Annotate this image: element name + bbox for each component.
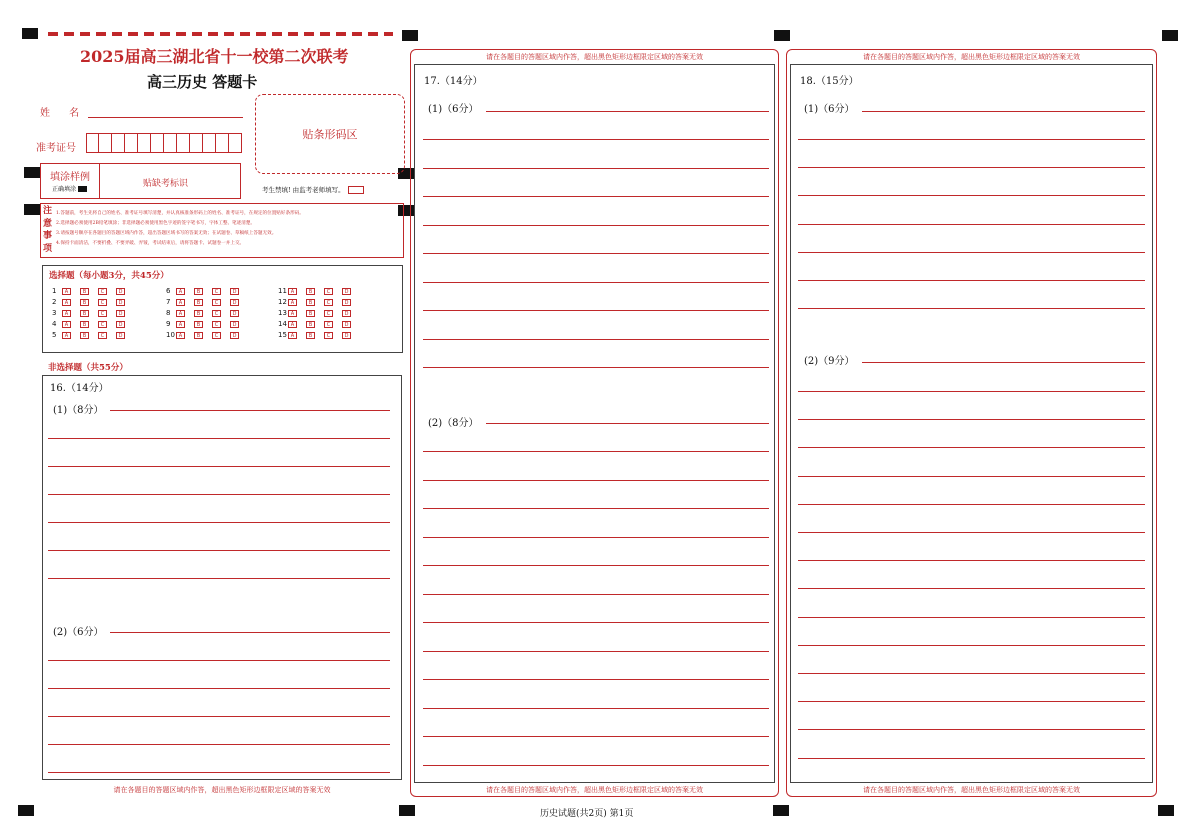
answer-line[interactable] (48, 716, 390, 717)
mcq-question-number: 12 (278, 298, 287, 306)
answer-line[interactable] (798, 758, 1145, 759)
page-footer: 历史试题(共2页) 第1页 (540, 809, 634, 819)
dashed-rule (48, 32, 393, 36)
mcq-option-bubble[interactable]: A (62, 321, 71, 328)
mcq-option-bubble[interactable]: A (62, 332, 71, 339)
mcq-title: 选择题（每小题3分，共45分） (49, 271, 169, 281)
registration-mark-bl (18, 805, 34, 816)
mcq-option-bubble[interactable]: B (80, 299, 89, 306)
answer-line[interactable] (423, 282, 769, 283)
mcq-option-bubble[interactable]: B (306, 310, 315, 317)
answer-line[interactable] (423, 594, 769, 595)
mcq-option-bubble[interactable]: D (342, 321, 351, 328)
mcq-option-bubble[interactable]: C (324, 310, 333, 317)
answer-line[interactable] (486, 111, 769, 112)
notes-title: 注 意 事 项 (43, 206, 53, 254)
registration-mark-tr (1162, 30, 1178, 41)
mcq-question-number: 3 (52, 309, 57, 317)
answer-line[interactable] (423, 622, 769, 623)
answer-line[interactable] (486, 423, 769, 424)
warning-text-right-top: 请在各题目的答题区域内作答，超出黑色矩形边框限定区域的答案无效 (863, 53, 1080, 61)
fill-example-label: 填涂样例 (50, 172, 90, 183)
mcq-option-bubble[interactable]: D (116, 321, 125, 328)
mcq-question-number: 5 (52, 331, 57, 339)
q17-part2-label: (2)（8分） (428, 418, 479, 429)
answer-line[interactable] (798, 560, 1145, 561)
answer-line[interactable] (110, 632, 390, 633)
answer-line[interactable] (423, 736, 769, 737)
mcq-question-number: 6 (166, 287, 171, 295)
answer-line[interactable] (48, 660, 390, 661)
mcq-question-number: 9 (166, 320, 171, 328)
mcq-option-bubble[interactable]: C (324, 288, 333, 295)
exam-title: 2025届高三湖北省十一校第二次联考 (80, 47, 349, 66)
mcq-option-bubble[interactable]: D (230, 332, 239, 339)
correct-fill-label: 正确填涂 (52, 184, 87, 193)
mcq-option-bubble[interactable]: C (212, 321, 221, 328)
mcq-option-bubble[interactable]: D (230, 288, 239, 295)
answer-line[interactable] (798, 252, 1145, 253)
answer-line[interactable] (798, 504, 1145, 505)
answer-line[interactable] (48, 466, 390, 467)
answer-line[interactable] (48, 578, 390, 579)
answer-line[interactable] (798, 308, 1145, 309)
mcq-option-bubble[interactable]: B (306, 299, 315, 306)
answer-line[interactable] (423, 565, 769, 566)
mcq-option-bubble[interactable]: D (342, 332, 351, 339)
absent-note: 考生禁填! 由监考老师填写。 (262, 185, 364, 194)
answer-line[interactable] (798, 280, 1145, 281)
warning-text-right-bottom: 请在各题目的答题区域内作答，超出黑色矩形边框限定区域的答案无效 (863, 786, 1080, 794)
mcq-question-number: 1 (52, 287, 57, 295)
mcq-question-number: 7 (166, 298, 171, 306)
answer-line[interactable] (423, 451, 769, 452)
answer-line[interactable] (423, 310, 769, 311)
mcq-option-bubble[interactable]: A (288, 310, 297, 317)
mcq-question-number: 14 (278, 320, 287, 328)
mcq-option-bubble[interactable]: A (288, 321, 297, 328)
q18-answer-box (790, 64, 1153, 783)
answer-line[interactable] (798, 391, 1145, 392)
registration-mark-bm2 (773, 805, 789, 816)
answer-line[interactable] (423, 537, 769, 538)
absent-label: 贴缺考标识 (143, 179, 189, 189)
q16-part1-label: (1)（8分） (53, 405, 104, 416)
barcode-area (255, 94, 405, 174)
mcq-option-bubble[interactable]: B (80, 321, 89, 328)
mcq-option-bubble[interactable]: B (194, 321, 203, 328)
mcq-option-bubble[interactable]: B (306, 288, 315, 295)
registration-mark-l1 (24, 167, 40, 178)
answer-line[interactable] (798, 419, 1145, 420)
mcq-option-bubble[interactable]: C (98, 288, 107, 295)
answer-line[interactable] (48, 550, 390, 551)
mcq-option-bubble[interactable]: D (342, 288, 351, 295)
mcq-option-bubble[interactable]: C (324, 332, 333, 339)
mcq-option-bubble[interactable]: A (62, 310, 71, 317)
mcq-option-bubble[interactable]: D (116, 332, 125, 339)
answer-line[interactable] (48, 688, 390, 689)
id-boxes[interactable] (86, 133, 242, 153)
registration-mark-bm (399, 805, 415, 816)
note-item: 3.请按题号顺序在各题目的答题区域内作答，超出答题区域书写的答案无效；在试题卷、草稿纸上答题无效。 (56, 231, 277, 236)
answer-line[interactable] (798, 224, 1145, 225)
mcq-question-number: 13 (278, 309, 287, 317)
answer-line[interactable] (48, 522, 390, 523)
mcq-option-bubble[interactable]: D (116, 288, 125, 295)
answer-line[interactable] (423, 253, 769, 254)
mcq-option-bubble[interactable]: A (176, 332, 185, 339)
answer-line[interactable] (862, 111, 1145, 112)
answer-line[interactable] (423, 196, 769, 197)
absent-fill-box[interactable] (348, 186, 364, 194)
mcq-option-bubble[interactable]: A (62, 288, 71, 295)
mcq-option-bubble[interactable]: A (176, 310, 185, 317)
answer-line[interactable] (423, 480, 769, 481)
mcq-option-bubble[interactable]: C (212, 310, 221, 317)
mcq-option-bubble[interactable]: D (342, 299, 351, 306)
mcq-option-bubble[interactable]: B (306, 332, 315, 339)
name-label: 姓 名 (40, 108, 80, 119)
mcq-option-bubble[interactable]: D (116, 299, 125, 306)
answer-line[interactable] (798, 673, 1145, 674)
registration-mark-br (1158, 805, 1174, 816)
notes-list (56, 209, 401, 249)
answer-line[interactable] (798, 139, 1145, 140)
note-item: 4.保持卡面清洁，不要折叠、不要弄破、弄皱，考试结束后，请将答题卡、试题卷一并上交。 (56, 241, 245, 246)
name-field[interactable] (88, 117, 243, 118)
registration-mark-tl (22, 28, 38, 39)
mcq-option-bubble[interactable]: A (62, 299, 71, 306)
divider (99, 163, 100, 199)
q16-part2-label: (2)（6分） (53, 627, 104, 638)
mcq-option-bubble[interactable]: B (80, 310, 89, 317)
answer-line[interactable] (423, 508, 769, 509)
answer-line[interactable] (798, 476, 1145, 477)
filled-bubble-icon (78, 186, 87, 192)
mcq-option-bubble[interactable]: C (98, 321, 107, 328)
mcq-option-bubble[interactable]: A (176, 299, 185, 306)
answer-line[interactable] (798, 167, 1145, 168)
mcq-option-bubble[interactable]: C (98, 310, 107, 317)
mcq-question-number: 2 (52, 298, 57, 306)
mcq-option-bubble[interactable]: C (212, 299, 221, 306)
mcq-option-bubble[interactable]: C (324, 321, 333, 328)
note-item: 1.答题前，考生先将自己的姓名、准考证号填写清楚，并认真核准条形码上的姓名、准考证号，在规定的位置贴好条形码。 (56, 211, 304, 216)
mcq-option-bubble[interactable]: B (80, 288, 89, 295)
mcq-option-bubble[interactable]: A (288, 299, 297, 306)
mcq-option-bubble[interactable]: B (80, 332, 89, 339)
mcq-option-bubble[interactable]: D (230, 299, 239, 306)
answer-line[interactable] (48, 494, 390, 495)
barcode-label: 贴条形码区 (302, 128, 358, 141)
q17-title: 17.（14分） (424, 76, 483, 87)
answer-line[interactable] (423, 679, 769, 680)
mcq-option-bubble[interactable]: C (324, 299, 333, 306)
mcq-question-number: 10 (166, 331, 175, 339)
mcq-option-bubble[interactable]: B (306, 321, 315, 328)
answer-line[interactable] (423, 139, 769, 140)
mcq-option-bubble[interactable]: B (194, 299, 203, 306)
mcq-question-number: 11 (278, 287, 287, 295)
answer-line[interactable] (423, 367, 769, 368)
mcq-option-bubble[interactable]: A (176, 288, 185, 295)
card-title: 高三历史 答题卡 (147, 73, 258, 91)
mcq-option-bubble[interactable]: C (212, 288, 221, 295)
q18-part2-label: (2)（9分） (804, 356, 855, 367)
mcq-option-bubble[interactable]: B (194, 310, 203, 317)
mcq-question-number: 15 (278, 331, 287, 339)
mcq-option-bubble[interactable]: D (116, 310, 125, 317)
answer-line[interactable] (798, 617, 1145, 618)
answer-line[interactable] (798, 195, 1145, 196)
note-item: 2.选择题必须使用2B铅笔填涂；非选择题必须使用黑色字迹的签字笔书写，字体工整、笔迹清楚。 (56, 221, 256, 226)
mcq-option-bubble[interactable]: D (230, 310, 239, 317)
answer-line[interactable] (110, 410, 390, 411)
answer-line[interactable] (423, 708, 769, 709)
mcq-option-bubble[interactable]: B (194, 332, 203, 339)
q18-title: 18.（15分） (800, 76, 859, 87)
answer-line[interactable] (798, 701, 1145, 702)
answer-line[interactable] (48, 744, 390, 745)
registration-mark-l2 (24, 204, 40, 215)
answer-line[interactable] (798, 645, 1145, 646)
q17-part1-label: (1)（6分） (428, 104, 479, 115)
mcq-question-number: 8 (166, 309, 171, 317)
answer-line[interactable] (48, 438, 390, 439)
answer-line[interactable] (798, 447, 1145, 448)
non-mcq-title: 非选择题（共55分） (48, 363, 128, 373)
mcq-option-bubble[interactable]: A (176, 321, 185, 328)
answer-line[interactable] (423, 168, 769, 169)
answer-line[interactable] (798, 729, 1145, 730)
id-label: 准考证号 (36, 143, 76, 154)
answer-line[interactable] (798, 532, 1145, 533)
mcq-option-bubble[interactable]: C (98, 299, 107, 306)
warning-text-middle-bottom: 请在各题目的答题区域内作答，超出黑色矩形边框限定区域的答案无效 (486, 786, 703, 794)
answer-line[interactable] (862, 362, 1145, 363)
q18-part1-label: (1)（6分） (804, 104, 855, 115)
mcq-option-bubble[interactable]: D (230, 321, 239, 328)
answer-line[interactable] (423, 339, 769, 340)
mcq-option-bubble[interactable]: C (212, 332, 221, 339)
registration-mark-tm2 (774, 30, 790, 41)
answer-line[interactable] (423, 651, 769, 652)
mcq-question-number: 4 (52, 320, 57, 328)
answer-line[interactable] (48, 772, 390, 773)
mcq-option-bubble[interactable]: D (342, 310, 351, 317)
mcq-option-bubble[interactable]: A (288, 332, 297, 339)
warning-text-left-bottom: 请在各题目的答题区域内作答，超出黑色矩形边框限定区域的答案无效 (113, 786, 331, 794)
answer-line[interactable] (423, 765, 769, 766)
answer-line[interactable] (423, 225, 769, 226)
mcq-option-bubble[interactable]: B (194, 288, 203, 295)
mcq-option-bubble[interactable]: C (98, 332, 107, 339)
warning-text-middle-top: 请在各题目的答题区域内作答，超出黑色矩形边框限定区域的答案无效 (486, 53, 703, 61)
q16-title: 16.（14分） (50, 383, 109, 394)
registration-mark-tm (402, 30, 418, 41)
mcq-option-bubble[interactable]: A (288, 288, 297, 295)
answer-line[interactable] (798, 588, 1145, 589)
